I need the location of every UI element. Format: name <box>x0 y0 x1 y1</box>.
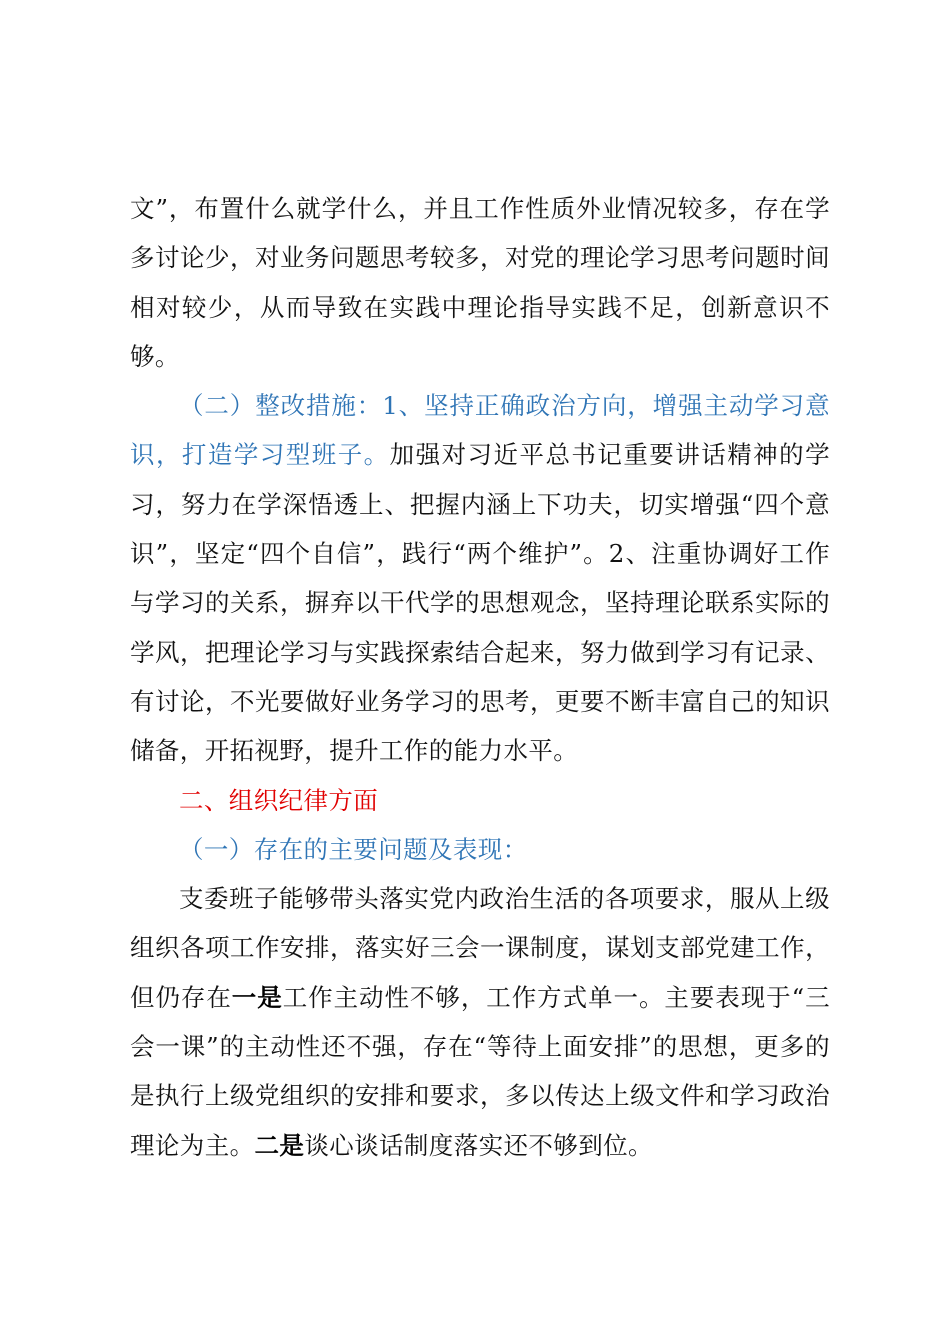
paragraph-3-part-1: 支委班子能够带头落实党内政治生活的各项要求，服从上级组织各项工作安排，落实好三会一课制度，谋划支部党建工作，但仍存在 <box>130 884 830 1012</box>
paragraph-3-part-3: 谈心谈话制度落实还不够到位。 <box>304 1130 653 1160</box>
subsection-1-title: （一）存在的主要问题及表现： <box>179 834 528 864</box>
paragraph-3-marker-2: 二是 <box>254 1130 305 1160</box>
paragraph-3-part-2: 工作主动性不够，工作方式单一。主要表现于“三会一课”的主动性还不强，存在“等待上面安排”的思想，更多的是执行上级党组织的安排和要求，多以传达上级文件和学习政治理论为主。 <box>130 982 830 1160</box>
document-body <box>130 184 830 1170</box>
paragraph-3-marker-1: 一是 <box>231 982 283 1012</box>
rectification-measures-heading: （二）整改措施：1、坚持正确政治方向，增强主动学习意识，打造学习型班子。 <box>130 391 830 470</box>
paragraph-1: 文”，布置什么就学什么，并且工作性质外业情况较多，存在学多讨论少，对业务问题思考较多，对党的理论学习思考问题时间相对较少，从而导致在实践中理论指导实践不足，创新意识不够。 <box>130 194 830 371</box>
rectification-measures-body: 加强对习近平总书记重要讲话精神的学习，努力在学深悟透上、把握内涵上下功夫，切实增强“四个意识”，坚定“四个自信”，践行“两个维护”。2、注重协调好工作与学习的关系，摒弃以干代学的思想观念，坚持理论联系实际的学风，把理论学习与实践探索结合起来，努力做到学习有记录、有讨论，不光要做好业务学习的思考，更要不断丰富自己的知识储备，开拓视野，提升工作的能力水平。 <box>130 440 830 766</box>
paragraph-2 <box>130 381 830 775</box>
paragraph-3 <box>130 874 830 1170</box>
section-2-title: 二、组织纪律方面 <box>179 785 379 815</box>
